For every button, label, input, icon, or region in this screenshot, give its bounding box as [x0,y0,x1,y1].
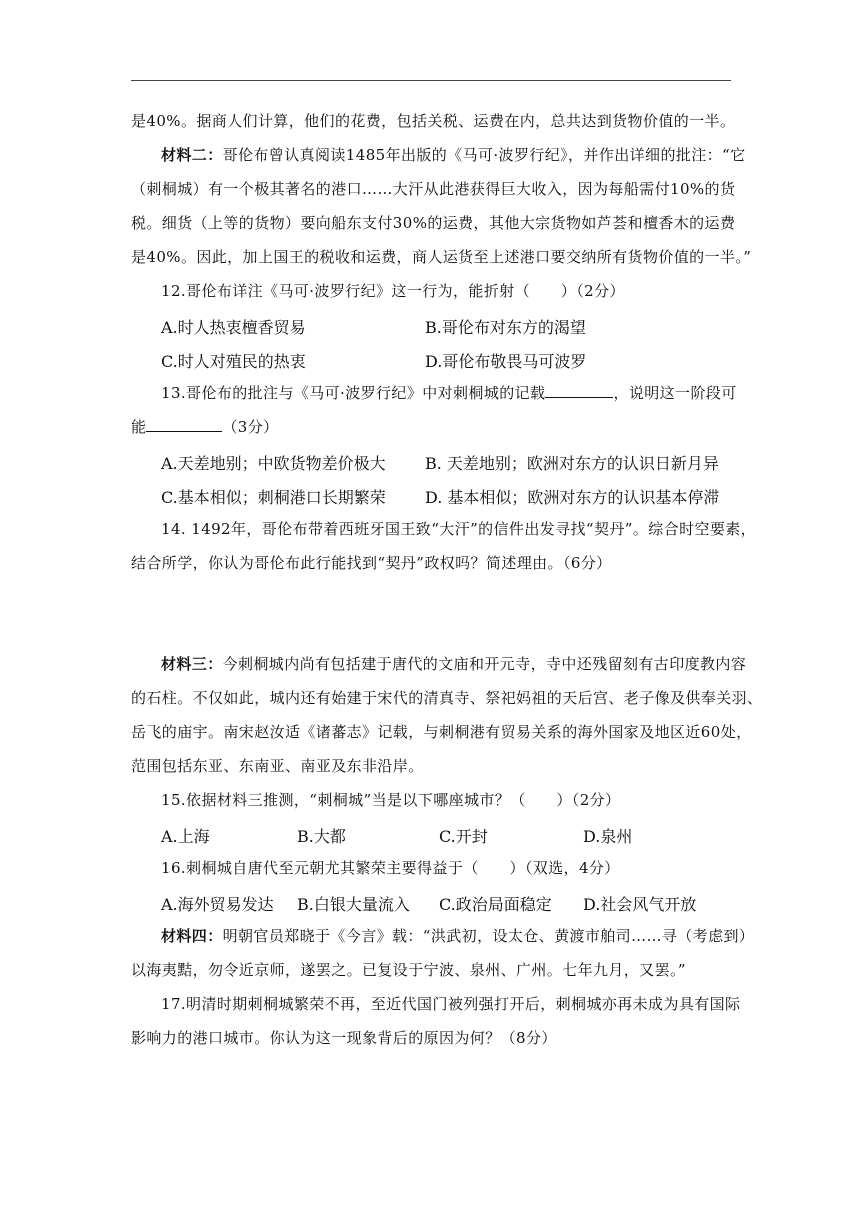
q15-option-b: B.大都 [297,827,346,846]
q16-option-c: C.政治局面稳定 [439,895,552,914]
answer-blank[interactable] [146,417,222,432]
material-four-line-2: 以海夷黠，勿令近京师，遂罢之。已复设于宁波、泉州、广州。七年九月，又罢。” [131,961,686,979]
question-15-stem: 15.依据材料三推测，“刺桐城”当是以下哪座城市？（ ）（2分） [161,791,621,809]
material-two-label: 材料二： [161,146,223,164]
header-rule [131,80,731,81]
question-13-stem-2: 能 （3分） [131,418,279,436]
material-four-label: 材料四： [161,927,223,945]
q16-option-d: D.社会风气开放 [583,895,697,914]
material-three-label: 材料三： [161,655,223,673]
material-two-line-1: 材料二：哥伦布曾认真阅读1485年出版的《马可·波罗行纪》，并作出详细的批注：“它 [161,146,746,164]
material-three-line-3: 岳飞的庙宇。南宋赵汝适《诸蕃志》记载，与刺桐港有贸易关系的海外国家及地区近60处， [131,723,752,741]
q13-option-b: B. 天差地别；欧洲对东方的认识日新月异 [425,454,719,473]
material-three-line-1: 材料三：今刺桐城内尚有包括建于唐代的文庙和开元寺，寺中还残留刻有古印度教内容 [161,655,747,673]
material-three-line-2: 的石柱。不仅如此，城内还有始建于宋代的清真寺、祭祀妈祖的天后宫、老子像及供奉关羽、 [131,689,763,707]
question-17-line-2: 影响力的港口城市。你认为这一现象背后的原因为何？（8分） [131,1029,557,1047]
material-two-line-3: 税。细货（上等的货物）要向船东支付30%的运费，其他大宗货物如芦荟和檀香木的运费 [131,214,736,232]
q13-option-d: D. 基本相似；欧洲对东方的认识基本停滞 [425,488,720,507]
q15-option-a: A.上海 [161,827,210,846]
answer-blank[interactable] [545,383,613,398]
q12-option-c: C.时人对殖民的热衷 [161,352,306,371]
q12-option-d: D.哥伦布敬畏马可波罗 [425,352,587,371]
q12-option-a: A.时人热衷檀香贸易 [161,318,306,337]
material-four-line-1: 材料四：明朝官员郑晓于《今言》载：“洪武初，设太仓、黄渡市舶司……寻（考虑到） [161,927,755,945]
material-two-line-4: 是40%。因此，加上国王的税收和运费，商人运货至上述港口要交纳所有货物价值的一半。” [131,248,752,266]
question-17-line-1: 17.明清时期刺桐城繁荣不再，至近代国门被列强打开后，刺桐城亦再未成为具有国际 [161,995,741,1013]
question-14-line-2: 结合所学，你认为哥伦布此行能找到“契丹”政权吗？简述理由。（6分） [131,554,612,572]
q13-option-a: A.天差地别；中欧货物差价极大 [161,454,386,473]
question-12-stem: 12.哥伦布详注《马可·波罗行纪》这一行为，能折射（ ）（2分） [161,282,625,300]
q13-option-c: C.基本相似；刺桐港口长期繁荣 [161,488,386,507]
q15-option-d: D.泉州 [583,827,633,846]
material-two-line-2: （刺桐城）有一个极其著名的港口……大汗从此港获得巨大收入，因为每船需付10%的货 [131,180,736,198]
material-three-line-4: 范围包括东亚、东南亚、南亚及东非沿岸。 [131,757,424,775]
q16-option-a: A.海外贸易发达 [161,895,274,914]
question-13-stem-1: 13.哥伦布的批注与《马可·波罗行纪》中对刺桐城的记载 ，说明这一阶段可 [161,384,737,402]
question-14-line-1: 14. 1492年，哥伦布带着西班牙国王致“大汗”的信件出发寻找“契丹”。综合时空要素， [161,520,757,538]
q15-option-c: C.开封 [439,827,488,846]
question-16-stem: 16.刺桐城自唐代至元朝尤其繁荣主要得益于（ ）（双选，4分） [161,859,620,877]
q16-option-b: B.白银大量流入 [297,895,410,914]
q12-option-b: B.哥伦布对东方的渴望 [425,318,586,337]
paragraph-continuation: 是40%。据商人们计算，他们的花费，包括关税、运费在内，总共达到货物价值的一半。 [131,112,736,130]
